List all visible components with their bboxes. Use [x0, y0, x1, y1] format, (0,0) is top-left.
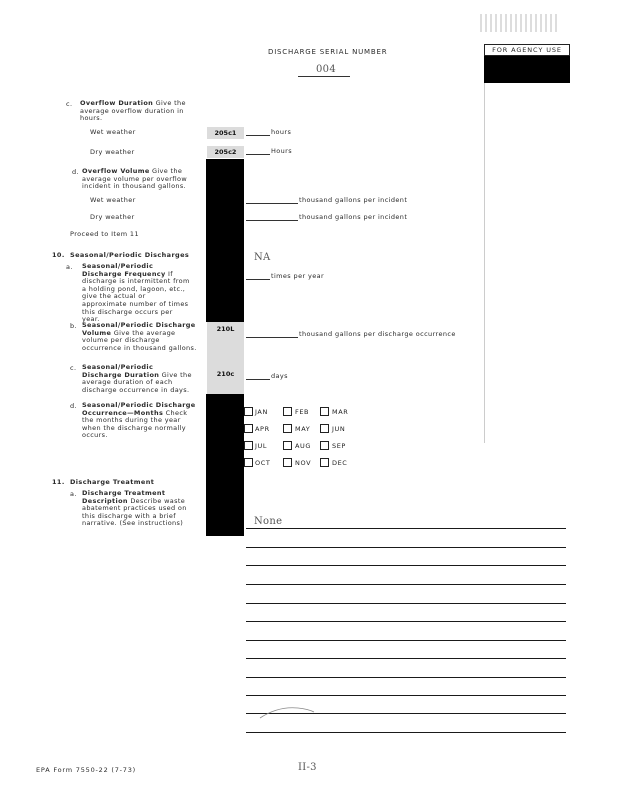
form-id: EPA Form 7550-22 (7-73) — [36, 766, 137, 774]
month-dec-label: DEC — [332, 459, 348, 467]
narrative-line-8[interactable] — [246, 658, 566, 659]
month-may-label: MAY — [295, 425, 311, 433]
q-d-wet-field[interactable] — [246, 203, 298, 204]
serial-number-value: 004 — [316, 64, 336, 75]
q-c-title: Overflow Duration — [80, 99, 154, 107]
item-11a-text: Describe waste abatement practices used on this discharge with a brief narrative. (See instructions) — [82, 496, 187, 528]
page-number: II-3 — [298, 762, 317, 773]
item-10c-letter: c. — [70, 364, 77, 372]
pen-mark — [258, 702, 318, 722]
month-apr-checkbox[interactable] — [244, 424, 253, 433]
item-10a-description — [82, 263, 190, 324]
q-c-dry-field[interactable] — [246, 154, 270, 155]
item-10d-text: Check the months during the year when the discharge normally occurs. — [82, 408, 188, 440]
month-jul-checkbox[interactable] — [244, 441, 253, 450]
lower-code-redaction — [206, 394, 244, 536]
month-apr-label: APR — [255, 425, 270, 433]
item-10b-description — [82, 322, 198, 352]
item-11-title: Discharge Treatment — [70, 478, 155, 486]
q-d-letter: d. — [72, 168, 79, 176]
item-10d-description — [82, 402, 198, 440]
item-10c-text: Give the average duration of each discharge occurrence in days. — [82, 370, 192, 394]
month-oct-label: OCT — [255, 459, 271, 467]
narrative-line-6[interactable] — [246, 621, 566, 622]
month-may-checkbox[interactable] — [283, 424, 292, 433]
month-mar-label: MAR — [332, 408, 349, 416]
narrative-line-4[interactable] — [246, 584, 566, 585]
serial-number-underline — [298, 76, 350, 77]
q-c-dry-label: Dry weather — [90, 148, 135, 156]
proceed-instruction: Proceed to Item 11 — [70, 230, 140, 238]
item-10c-title: Seasonal/Periodic Discharge Duration — [82, 363, 160, 379]
narrative-line-5[interactable] — [246, 603, 566, 604]
item-10b-letter: b. — [70, 322, 77, 330]
agency-use-redaction — [484, 56, 570, 83]
item-10c-description — [82, 364, 194, 394]
item-10b-code: 210L — [207, 322, 244, 364]
narrative-line-3[interactable] — [246, 565, 566, 566]
narrative-line-1[interactable] — [246, 528, 566, 529]
q-c-description — [80, 100, 190, 123]
month-jan-checkbox[interactable] — [244, 407, 253, 416]
item-10d-title: Seasonal/Periodic Discharge Occurrence—Months — [82, 401, 196, 417]
right-margin-rule — [484, 83, 485, 443]
month-sep-checkbox[interactable] — [320, 441, 329, 450]
q-c-wet-unit: hours — [271, 128, 292, 136]
item-11a-answer: None — [254, 516, 283, 527]
item-10a-letter: a. — [66, 263, 73, 271]
q-c-wet-label: Wet weather — [90, 128, 136, 136]
q-d-dry-field[interactable] — [246, 220, 298, 221]
code-column-redaction — [206, 159, 244, 322]
agency-use-label: FOR AGENCY USE — [492, 46, 562, 54]
item-10b-unit: thousand gallons per discharge occurrence — [299, 330, 456, 338]
month-jan-label: JAN — [255, 408, 268, 416]
q-d-dry-unit: thousand gallons per incident — [299, 213, 408, 221]
q-d-text: Give the average volume per overflow incident in thousand gallons. — [82, 167, 188, 191]
stamp-remnant — [480, 14, 560, 32]
item-10a-title: Seasonal/Periodic Discharge Frequency — [82, 262, 166, 278]
item-10a-unit: times per year — [271, 272, 325, 280]
narrative-line-2[interactable] — [246, 547, 566, 548]
item-10c-code: 210c — [207, 364, 244, 394]
item-10c-field[interactable] — [246, 379, 270, 380]
item-11a-description — [82, 490, 200, 528]
narrative-line-10[interactable] — [246, 695, 566, 696]
month-nov-label: NOV — [295, 459, 312, 467]
month-aug-checkbox[interactable] — [283, 441, 292, 450]
month-feb-label: FEB — [295, 408, 310, 416]
serial-number-label: DISCHARGE SERIAL NUMBER — [268, 48, 388, 56]
q-c-dry-code: 205c2 — [207, 146, 244, 158]
item-10b-text: Give the average volume per discharge occurrence in thousand gallons. — [82, 328, 197, 352]
month-sep-label: SEP — [332, 442, 346, 450]
month-mar-checkbox[interactable] — [320, 407, 329, 416]
month-dec-checkbox[interactable] — [320, 458, 329, 467]
item-11-number: 11. — [52, 478, 65, 486]
month-nov-checkbox[interactable] — [283, 458, 292, 467]
q-c-dry-unit: Hours — [271, 147, 293, 155]
q-d-wet-label: Wet weather — [90, 196, 136, 204]
q-d-dry-label: Dry weather — [90, 213, 135, 221]
month-jun-label: JUN — [332, 425, 346, 433]
item-10-number: 10. — [52, 251, 65, 259]
month-feb-checkbox[interactable] — [283, 407, 292, 416]
item-10-title: Seasonal/Periodic Discharges — [70, 251, 190, 259]
q-d-title: Overflow Volume — [82, 167, 150, 175]
q-d-wet-unit: thousand gallons per incident — [299, 196, 408, 204]
item-10d-letter: d. — [70, 402, 77, 410]
narrative-line-12[interactable] — [246, 732, 566, 733]
item-10b-title: Seasonal/Periodic Discharge Volume — [82, 321, 196, 337]
q-c-wet-field[interactable] — [246, 135, 270, 136]
item-10a-answer: NA — [254, 252, 271, 263]
item-10b-field[interactable] — [246, 337, 298, 338]
q-c-text: Give the average overflow duration in hours. — [80, 99, 186, 123]
month-oct-checkbox[interactable] — [244, 458, 253, 467]
item-10c-unit: days — [271, 372, 288, 380]
narrative-line-9[interactable] — [246, 677, 566, 678]
item-10a-field[interactable] — [246, 279, 270, 280]
q-c-wet-code: 205c1 — [207, 127, 244, 139]
narrative-line-7[interactable] — [246, 640, 566, 641]
month-aug-label: AUG — [295, 442, 312, 450]
agency-use-box — [484, 44, 570, 56]
month-jul-label: JUL — [255, 442, 268, 450]
item-11a-letter: a. — [70, 490, 77, 498]
q-d-description — [82, 168, 190, 191]
q-c-letter: c. — [66, 100, 73, 108]
month-jun-checkbox[interactable] — [320, 424, 329, 433]
item-10a-text: If discharge is intermittent from a holding pond, lagoon, etc., give the actual or approximate number of times this discharge occurs per year. — [82, 269, 190, 324]
item-11a-title: Discharge Treatment Description — [82, 489, 166, 505]
